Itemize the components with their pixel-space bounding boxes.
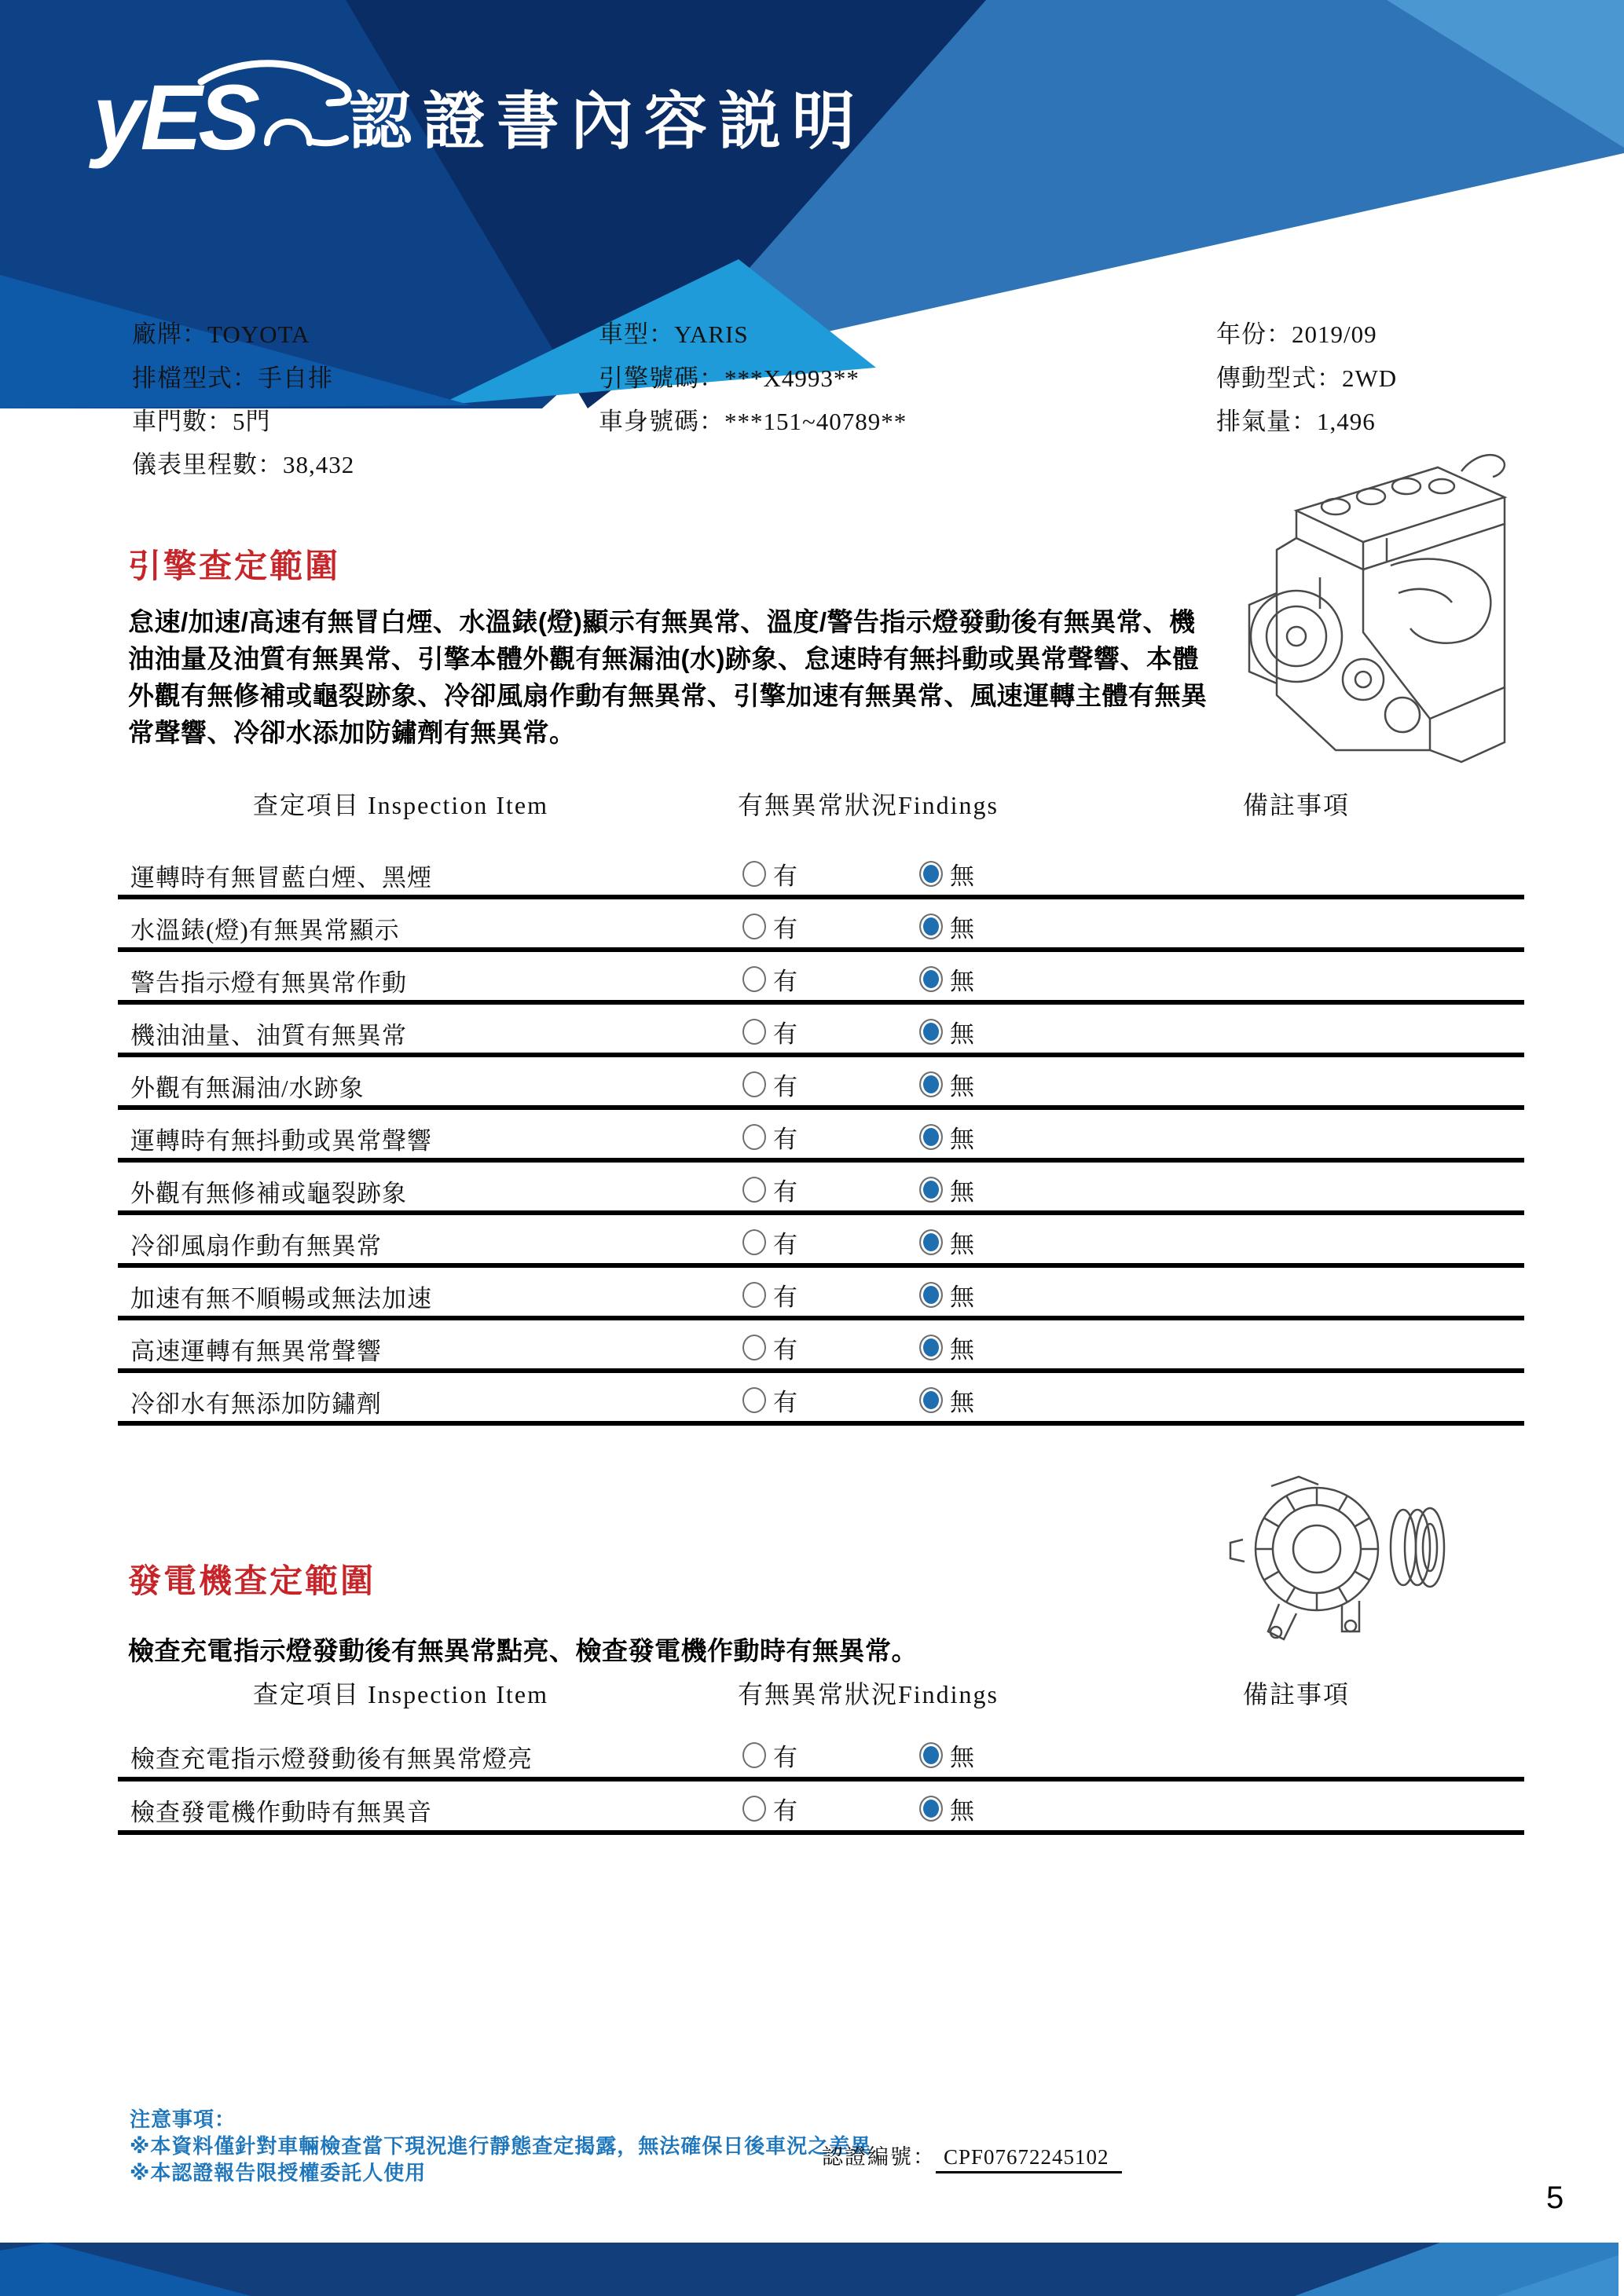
info-displacement: 排氣量：1,496 (1216, 408, 1376, 435)
radio-have[interactable]: 有 (742, 1225, 797, 1260)
radio-have[interactable]: 有 (742, 1067, 797, 1102)
col-header-findings: 有無異常狀況Findings (737, 791, 999, 819)
radio-have-circle[interactable] (742, 1229, 766, 1255)
table-row: 機油油量、油質有無異常 有 無 (118, 1005, 1524, 1057)
footer-bar (0, 2243, 1624, 2296)
info-year: 年份：2019/09 (1216, 320, 1377, 348)
radio-none[interactable]: 無 (919, 1225, 974, 1260)
col-header-remarks: 備註事項 (1242, 1680, 1350, 1708)
table-row: 冷卻風扇作動有無異常 有 無 (118, 1215, 1524, 1268)
radio-have-circle[interactable] (742, 1335, 766, 1360)
radio-none-circle[interactable] (919, 1796, 943, 1822)
radio-have[interactable]: 有 (742, 1382, 797, 1418)
table-row: 運轉時有無冒藍白煙、黑煙 有 無 (118, 847, 1524, 899)
radio-have-circle[interactable] (742, 1796, 766, 1822)
engine-section-title: 引擎查定範圍 (128, 547, 341, 584)
radio-none[interactable]: 無 (919, 1738, 974, 1773)
radio-have-circle[interactable] (742, 861, 766, 887)
info-doors: 車門數：5門 (132, 408, 271, 435)
radio-have-circle[interactable] (742, 1177, 766, 1203)
table-row: 冷卻水有無添加防鏽劑 有 無 (118, 1373, 1524, 1426)
radio-none[interactable]: 無 (919, 1119, 974, 1155)
radio-none[interactable]: 無 (919, 1330, 974, 1365)
radio-have[interactable]: 有 (742, 1330, 797, 1365)
table-row: 檢查充電指示燈發動後有無異常燈亮 有 無 (118, 1728, 1524, 1782)
radio-none[interactable]: 無 (919, 961, 974, 997)
radio-none-circle[interactable] (919, 1229, 943, 1255)
radio-none-circle[interactable] (919, 1387, 943, 1413)
table-row: 水溫錶(燈)有無異常顯示 有 無 (118, 899, 1524, 952)
radio-none-circle[interactable] (919, 1124, 943, 1150)
radio-none[interactable]: 無 (919, 1382, 974, 1418)
page-title: 認證書內容説明 (349, 86, 866, 156)
radio-none-circle[interactable] (919, 861, 943, 887)
radio-have[interactable]: 有 (742, 1172, 797, 1207)
radio-have-circle[interactable] (742, 1071, 766, 1097)
engine-section-description: 怠速/加速/高速有無冒白煙、水溫錶(燈)顯示有無異常、溫度/警告指示燈發動後有無異常、機油油量及油質有無異常、引擎本體外觀有無漏油(水)跡象、怠速時有無抖動或異常聲響、本體外觀有無修補或龜裂跡象、冷卻風扇作動有無異常、引擎加速有無異常、風速運轉主體有無異常聲響、冷卻水添加防鏽劑有無異常。 (128, 607, 1208, 747)
alternator-table-header (0, 1675, 1624, 1711)
radio-have-circle[interactable] (742, 1742, 766, 1768)
certificate-number-line (822, 2140, 1122, 2173)
col-header-findings: 有無異常狀況Findings (737, 1680, 999, 1708)
col-header-item: 查定項目 Inspection Item (253, 791, 548, 819)
radio-none-circle[interactable] (919, 1019, 943, 1045)
info-drive-type: 傳動型式：2WD (1216, 364, 1398, 392)
radio-have[interactable]: 有 (742, 856, 797, 892)
alternator-illustration (1224, 1470, 1469, 1650)
notice-title: 注意事項： (130, 2107, 236, 2131)
alternator-inspection-table (118, 1728, 1524, 1835)
radio-have[interactable]: 有 (742, 1791, 797, 1826)
table-row: 加速有無不順暢或無法加速 有 無 (118, 1268, 1524, 1320)
radio-none-circle[interactable] (919, 1071, 943, 1097)
radio-have-circle[interactable] (742, 914, 766, 939)
info-model: 車型：YARIS (599, 320, 749, 348)
info-odometer: 儀表里程數：38,432 (132, 451, 355, 478)
radio-none[interactable]: 無 (919, 1791, 974, 1826)
radio-none-circle[interactable] (919, 914, 943, 939)
engine-table-header (0, 785, 1624, 822)
page-number: 5 (1546, 2181, 1564, 2215)
info-engine-number: 引擎號碼：***X4993** (599, 364, 860, 392)
radio-none-circle[interactable] (919, 966, 943, 992)
radio-have-circle[interactable] (742, 1282, 766, 1308)
radio-have-circle[interactable] (742, 1387, 766, 1413)
radio-have[interactable]: 有 (742, 961, 797, 997)
radio-have[interactable]: 有 (742, 1738, 797, 1773)
radio-have[interactable]: 有 (742, 909, 797, 944)
radio-have[interactable]: 有 (742, 1277, 797, 1313)
radio-none[interactable]: 無 (919, 1067, 974, 1102)
info-brand: 廠牌：TOYOTA (132, 320, 310, 348)
table-row: 外觀有無修補或龜裂跡象 有 無 (118, 1163, 1524, 1215)
engine-inspection-table (118, 847, 1524, 1426)
table-row: 高速運轉有無異常聲響 有 無 (118, 1320, 1524, 1373)
notice-line-1: ※本資料僅針對車輛檢查當下現況進行靜態查定揭露，無法確保日後車況之差異 (130, 2134, 872, 2158)
engine-illustration (1202, 436, 1548, 774)
alternator-section-title: 發電機查定範圍 (128, 1562, 376, 1599)
radio-none[interactable]: 無 (919, 856, 974, 892)
radio-have-circle[interactable] (742, 966, 766, 992)
radio-none[interactable]: 無 (919, 1277, 974, 1313)
radio-none-circle[interactable] (919, 1177, 943, 1203)
radio-none[interactable]: 無 (919, 1014, 974, 1049)
radio-none-circle[interactable] (919, 1335, 943, 1360)
radio-none[interactable]: 無 (919, 1172, 974, 1207)
table-row: 外觀有無漏油/水跡象 有 無 (118, 1057, 1524, 1110)
certificate-number-label: 認證編號： (822, 2145, 936, 2169)
table-row: 檢查發電機作動時有無異音 有 無 (118, 1782, 1524, 1835)
col-header-remarks: 備註事項 (1242, 791, 1350, 819)
info-vin: 車身號碼：***151~40789** (599, 408, 907, 435)
table-row: 警告指示燈有無異常作動 有 無 (118, 952, 1524, 1005)
certificate-number: CPF07672245102 (936, 2145, 1122, 2173)
table-row: 運轉時有無抖動或異常聲響 有 無 (118, 1110, 1524, 1163)
radio-none-circle[interactable] (919, 1282, 943, 1308)
radio-have-circle[interactable] (742, 1019, 766, 1045)
info-transmission-type: 排檔型式：手自排 (132, 364, 333, 392)
notice-line-2: ※本認證報告限授權委託人使用 (130, 2161, 427, 2184)
radio-none[interactable]: 無 (919, 909, 974, 944)
radio-have[interactable]: 有 (742, 1014, 797, 1049)
radio-none-circle[interactable] (919, 1742, 943, 1768)
radio-have[interactable]: 有 (742, 1119, 797, 1155)
radio-have-circle[interactable] (742, 1124, 766, 1150)
yes-logo-text: yES (93, 66, 257, 170)
col-header-item: 查定項目 Inspection Item (253, 1680, 548, 1708)
alternator-section-description: 檢查充電指示燈發動後有無異常點亮、檢查發電機作動時有無異常。 (128, 1636, 918, 1665)
